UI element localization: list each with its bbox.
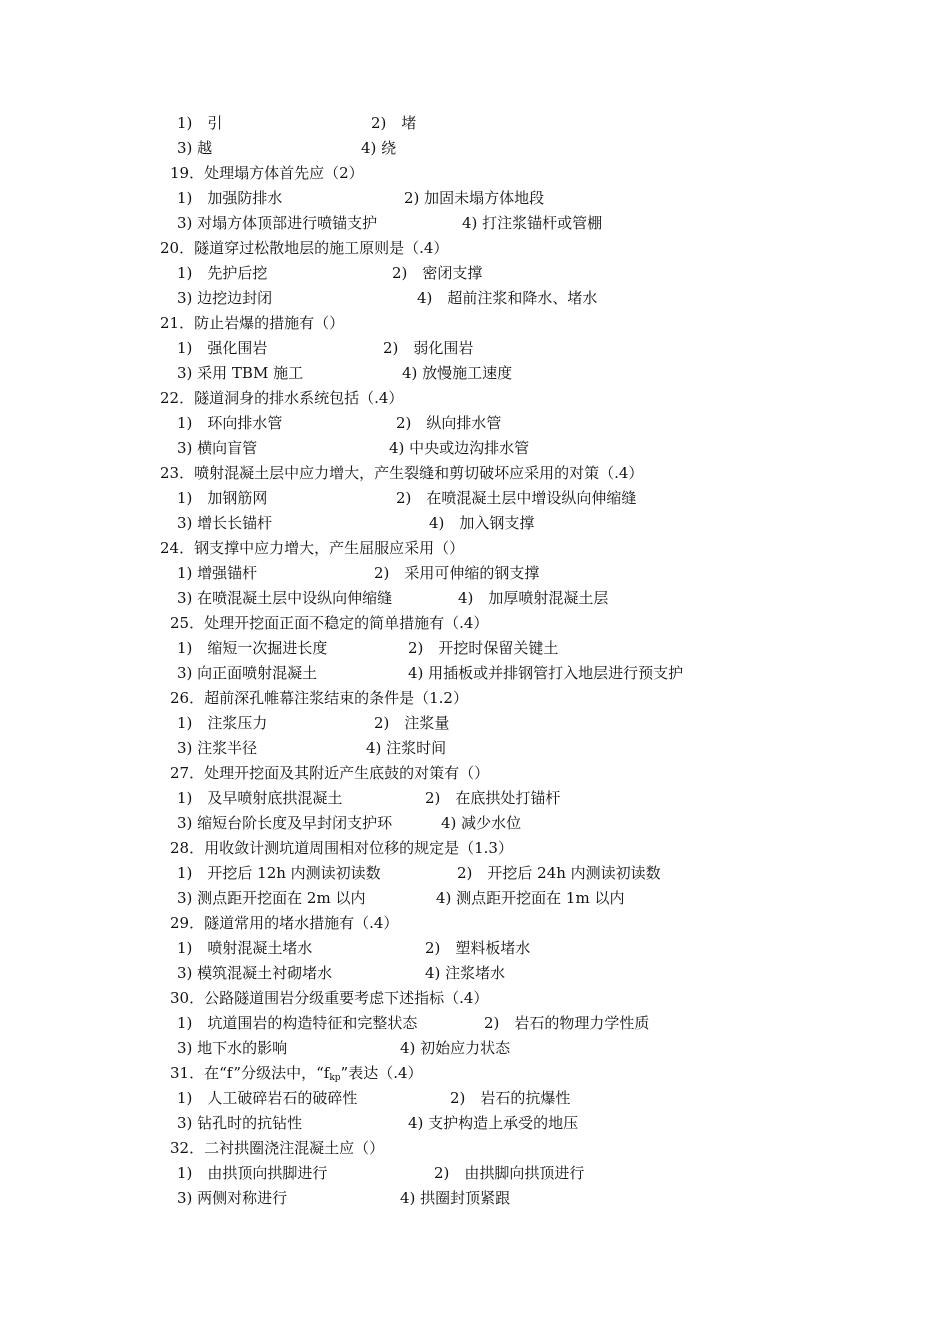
question-text: 26．超前深孔帷幕注浆结束的条件是（1.2） <box>170 689 468 707</box>
answer-option: 2) 密闭支撑 <box>392 264 483 282</box>
answer-option: 3) 增长长锚杆 <box>177 514 273 532</box>
answer-option: 3) 采用 TBM 施工 <box>177 364 304 382</box>
question-text: 22．隧道洞身的排水系统包括（.4） <box>160 389 404 407</box>
answer-option: 4) 拱圈封顶紧跟 <box>400 1189 511 1207</box>
answer-option: 1) 及早喷射底拱混凝土 <box>177 789 343 807</box>
answer-option: 4) 用插板或并排钢管打入地层进行预支护 <box>408 664 684 682</box>
answer-option: 4) 加入钢支撑 <box>429 514 535 532</box>
answer-option: 1) 开挖后 12h 内测读初读数 <box>177 864 381 882</box>
answer-option: 1) 注浆压力 <box>177 714 268 732</box>
answer-option: 1) 增强锚杆 <box>177 564 258 582</box>
answer-option: 3) 钻孔时的抗钻性 <box>177 1114 303 1132</box>
answer-option: 3) 模筑混凝土衬砌堵水 <box>177 964 333 982</box>
answer-option: 1) 人工破碎岩石的破碎性 <box>177 1089 358 1107</box>
answer-option: 1) 喷射混凝土堵水 <box>177 939 313 957</box>
answer-option: 4) 加厚喷射混凝土层 <box>458 589 609 607</box>
answer-option: 2) 岩石的物理力学性质 <box>484 1014 650 1032</box>
question-text: 28．用收敛计测坑道周围相对位移的规定是（1.3） <box>170 839 513 857</box>
question-text: 32．二衬拱圈浇注混凝土应（） <box>170 1139 385 1157</box>
answer-option: 2) 岩石的抗爆性 <box>450 1089 571 1107</box>
answer-option: 4) 减少水位 <box>441 814 522 832</box>
answer-option: 4) 注浆堵水 <box>425 964 506 982</box>
answer-option: 1) 加钢筋网 <box>177 489 268 507</box>
question-text: 25．处理开挖面正面不稳定的简单措施有（.4） <box>170 614 489 632</box>
answer-option: 4) 初始应力状态 <box>400 1039 511 1057</box>
answer-option: 2) 由拱脚向拱顶进行 <box>434 1164 585 1182</box>
answer-option: 2) 在喷混凝土层中增设纵向伸缩缝 <box>396 489 637 507</box>
answer-option: 1) 坑道围岩的构造特征和完整状态 <box>177 1014 418 1032</box>
question-text: 19．处理塌方体首先应（2） <box>170 164 364 182</box>
question-text <box>170 1061 423 1085</box>
answer-option: 3) 越 <box>177 139 213 157</box>
answer-option: 4) 注浆时间 <box>366 739 447 757</box>
answer-option: 3) 地下水的影响 <box>177 1039 288 1057</box>
answer-option: 1) 先护后挖 <box>177 264 268 282</box>
answer-option: 2) 开挖时保留关键土 <box>408 639 559 657</box>
question-text: 20．隧道穿过松散地层的施工原则是（.4） <box>160 239 449 257</box>
answer-option: 4) 支护构造上承受的地压 <box>408 1114 579 1132</box>
question-text-part: ”表达（.4） <box>340 1064 423 1082</box>
answer-option: 2) 弱化围岩 <box>383 339 474 357</box>
question-text: 30．公路隧道围岩分级重要考虑下述指标（.4） <box>170 989 489 1007</box>
answer-option: 2) 堵 <box>371 114 417 132</box>
answer-option: 4) 绕 <box>361 139 397 157</box>
question-text: 27．处理开挖面及其附近产生底鼓的对策有（） <box>170 764 490 782</box>
answer-option: 4) 放慢施工速度 <box>402 364 513 382</box>
answer-option: 2) 注浆量 <box>374 714 450 732</box>
answer-option: 2) 加固未塌方体地段 <box>404 189 545 207</box>
answer-option: 2) 在底拱处打锚杆 <box>425 789 561 807</box>
answer-option: 1) 环向排水管 <box>177 414 283 432</box>
answer-option: 3) 向正面喷射混凝土 <box>177 664 318 682</box>
answer-option: 4) 打注浆锚杆或管棚 <box>462 214 603 232</box>
question-text: 23．喷射混凝土层中应力增大，产生裂缝和剪切破坏应采用的对策（.4） <box>160 464 644 482</box>
answer-option: 4) 测点距开挖面在 1m 以内 <box>436 889 625 907</box>
answer-option: 4) 中央或边沟排水管 <box>389 439 530 457</box>
answer-option: 1) 由拱顶向拱脚进行 <box>177 1164 328 1182</box>
answer-option: 1) 引 <box>177 114 223 132</box>
answer-option: 1) 加强防排水 <box>177 189 283 207</box>
answer-option: 3) 横向盲管 <box>177 439 258 457</box>
question-text: 24．钢支撑中应力增大，产生屈服应采用（） <box>160 539 465 557</box>
question-text: 29．隧道常用的堵水措施有（.4） <box>170 914 399 932</box>
answer-option: 2) 纵向排水管 <box>396 414 502 432</box>
answer-option: 3) 测点距开挖面在 2m 以内 <box>177 889 366 907</box>
answer-option: 1) 强化围岩 <box>177 339 268 357</box>
answer-option: 3) 对塌方体顶部进行喷锚支护 <box>177 214 378 232</box>
question-text-part: 31．在“f”分级法中，“f <box>170 1064 330 1082</box>
answer-option: 3) 在喷混凝土层中设纵向伸缩缝 <box>177 589 393 607</box>
answer-option: 3) 注浆半径 <box>177 739 258 757</box>
question-text: 21．防止岩爆的措施有（） <box>160 314 345 332</box>
answer-option: 3) 两侧对称进行 <box>177 1189 288 1207</box>
answer-option: 4) 超前注浆和降水、堵水 <box>417 289 598 307</box>
subscript: kp <box>329 1073 341 1083</box>
answer-option: 2) 采用可伸缩的钢支撑 <box>374 564 540 582</box>
answer-option: 1) 缩短一次掘进长度 <box>177 639 328 657</box>
answer-option: 3) 边挖边封闭 <box>177 289 273 307</box>
answer-option: 2) 塑料板堵水 <box>425 939 531 957</box>
answer-option: 2) 开挖后 24h 内测读初读数 <box>457 864 661 882</box>
answer-option: 3) 缩短台阶长度及早封闭支护环 <box>177 814 393 832</box>
